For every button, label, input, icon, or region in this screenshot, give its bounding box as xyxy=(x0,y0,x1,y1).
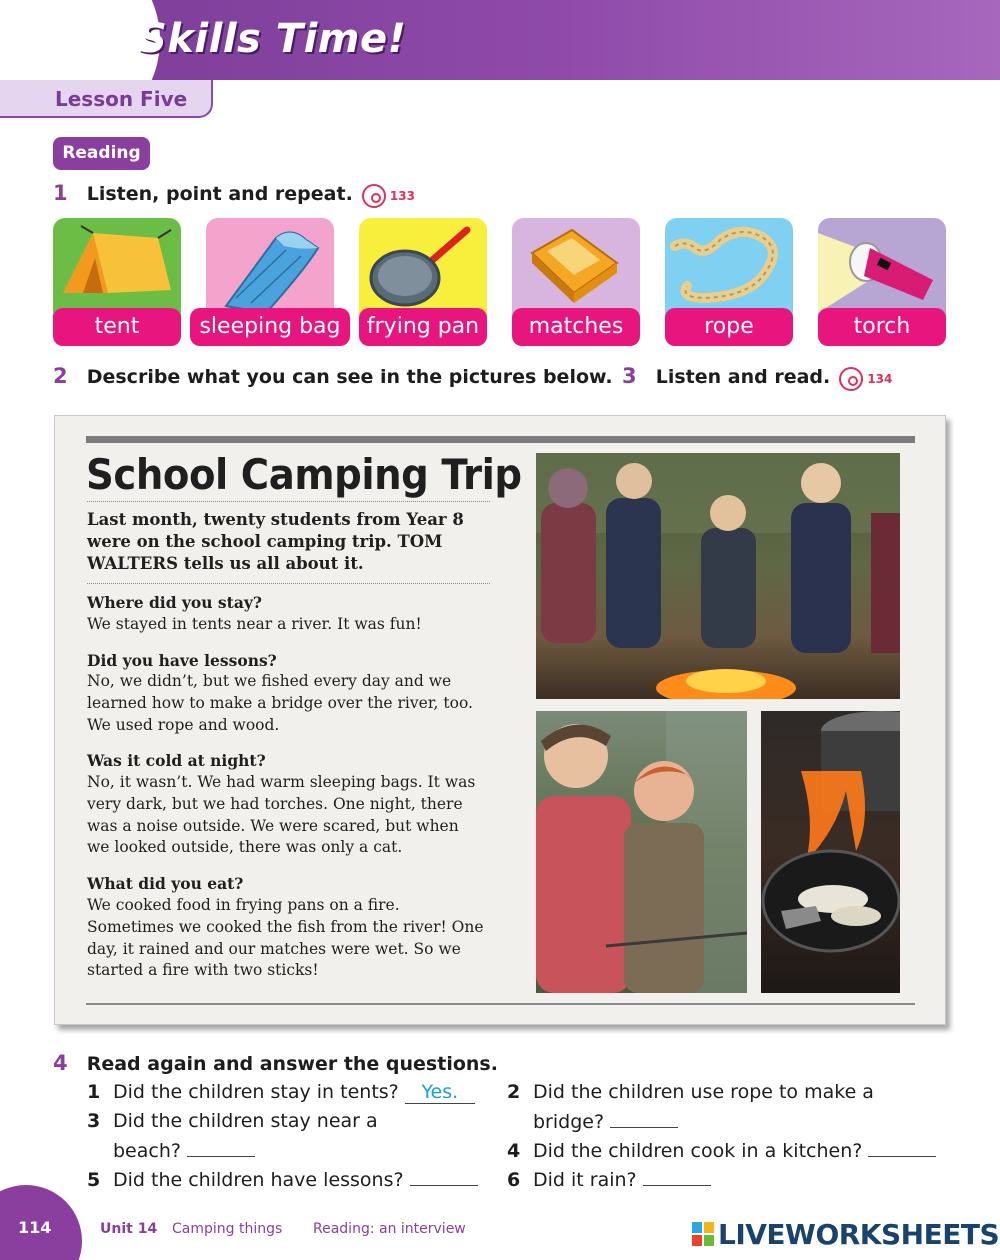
vocab-label-torch: torch xyxy=(818,308,946,346)
vocab-label-frying-pan: frying pan xyxy=(359,308,487,346)
photo-boys-fishing xyxy=(536,711,747,993)
exercise-question-2: 2 Did the children use rope to make a xyxy=(507,1081,874,1103)
answer-1: We stayed in tents near a river. It was fun! xyxy=(87,615,422,633)
photo-campfire-children xyxy=(536,453,900,699)
vocab-label-sleeping-bag: sleeping bag xyxy=(190,308,350,346)
page-title: Skills Time! xyxy=(138,16,407,62)
answer-2: No, we didn’t, but we fished every day and we learned how to make a bridge over the river, too. We used rope and wood. xyxy=(87,672,473,734)
frying-pan-icon xyxy=(359,218,487,318)
answer-field-2[interactable] xyxy=(610,1110,678,1128)
intro-divider xyxy=(87,583,490,584)
exercise-question-3-cont: beach? xyxy=(113,1139,255,1162)
task1-track: 133 xyxy=(389,188,415,203)
task3-instruction xyxy=(622,364,892,391)
answer-field-5[interactable] xyxy=(410,1168,478,1186)
sleeping-bag-icon xyxy=(206,218,334,318)
task3-text: Listen and read. xyxy=(655,366,831,388)
task3-number: 3 xyxy=(622,364,637,388)
exercise-question-3: 3 Did the children stay near a xyxy=(87,1110,378,1132)
cd-audio-icon[interactable] xyxy=(839,367,863,391)
vocab-label-matches: matches xyxy=(512,308,640,346)
task2-instruction xyxy=(53,364,613,388)
task3-track: 134 xyxy=(867,371,893,386)
tent-icon xyxy=(53,218,181,308)
photo-cooking-fish xyxy=(761,711,900,993)
campfire-photo-illustration xyxy=(536,453,900,699)
answer-field-1[interactable]: Yes. xyxy=(405,1081,475,1104)
matches-icon xyxy=(512,218,640,308)
answer-4: We cooked food in frying pans on a fire. Sometimes we cooked the fish from the river! One day, it rained and our matches were wet. So we started a fire with two sticks! xyxy=(87,896,484,980)
lesson-label: Lesson Five xyxy=(55,87,188,111)
vocab-label-tent: tent xyxy=(53,308,181,346)
cd-audio-icon[interactable] xyxy=(362,184,386,208)
task1-instruction xyxy=(53,181,415,208)
exercise-question-6: 6 Did it rain? xyxy=(507,1168,711,1191)
article-title: School Camping Trip xyxy=(86,450,522,499)
cooking-photo-illustration xyxy=(761,711,900,993)
exercise-question-1: 1 Did the children stay in tents? Yes. xyxy=(87,1081,475,1104)
question-3: Was it cold at night? xyxy=(87,751,266,770)
exercise-question-4: 4 Did the children cook in a kitchen? xyxy=(507,1139,936,1162)
torch-icon xyxy=(818,218,946,318)
answer-field-6[interactable] xyxy=(643,1168,711,1186)
liveworksheets-logo-icon xyxy=(692,1222,714,1246)
exercise-question-5: 5 Did the children have lessons? xyxy=(87,1168,478,1191)
task4-number: 4 xyxy=(53,1051,68,1075)
task2-number: 2 xyxy=(53,364,68,388)
rope-icon xyxy=(665,218,793,308)
liveworksheets-brand[interactable]: LIVEWORKSHEETS xyxy=(718,1218,1000,1251)
footer-section: Reading: an interview xyxy=(313,1221,466,1237)
exercise-question-2-cont: bridge? xyxy=(533,1110,678,1133)
task1-text: Listen, point and repeat. xyxy=(86,183,353,205)
fishing-photo-illustration xyxy=(536,711,747,993)
title-divider xyxy=(87,501,490,502)
answer-3: No, it wasn’t. We had warm sleeping bags. It was very dark, but we had torches. One night, there was a noise outside. We were scared, but when we looked outside, there was only a cat. xyxy=(87,773,476,857)
question-4: What did you eat? xyxy=(87,874,244,893)
header-swoosh xyxy=(0,0,160,80)
task1-number: 1 xyxy=(53,181,68,205)
article-intro: Last month, twenty students from Year 8 were on the school camping trip. TOM WALTERS tells us all about it. xyxy=(87,510,464,573)
task2-text: Describe what you can see in the pictures below. xyxy=(86,366,613,388)
article-bottom-rule xyxy=(86,1003,915,1005)
reading-badge: Reading xyxy=(53,137,150,170)
article-top-rule xyxy=(86,436,915,443)
task4-instruction xyxy=(53,1051,498,1075)
footer-unit: Unit 14 xyxy=(100,1221,158,1237)
question-1: Where did you stay? xyxy=(87,593,262,612)
footer-topic: Camping things xyxy=(172,1221,283,1237)
task4-text: Read again and answer the questions. xyxy=(86,1053,498,1075)
answer-field-3[interactable] xyxy=(187,1139,255,1157)
vocab-label-rope: rope xyxy=(665,308,793,346)
answer-field-4[interactable] xyxy=(868,1139,936,1157)
question-2: Did you have lessons? xyxy=(87,651,277,670)
page-number: 114 xyxy=(18,1218,52,1237)
